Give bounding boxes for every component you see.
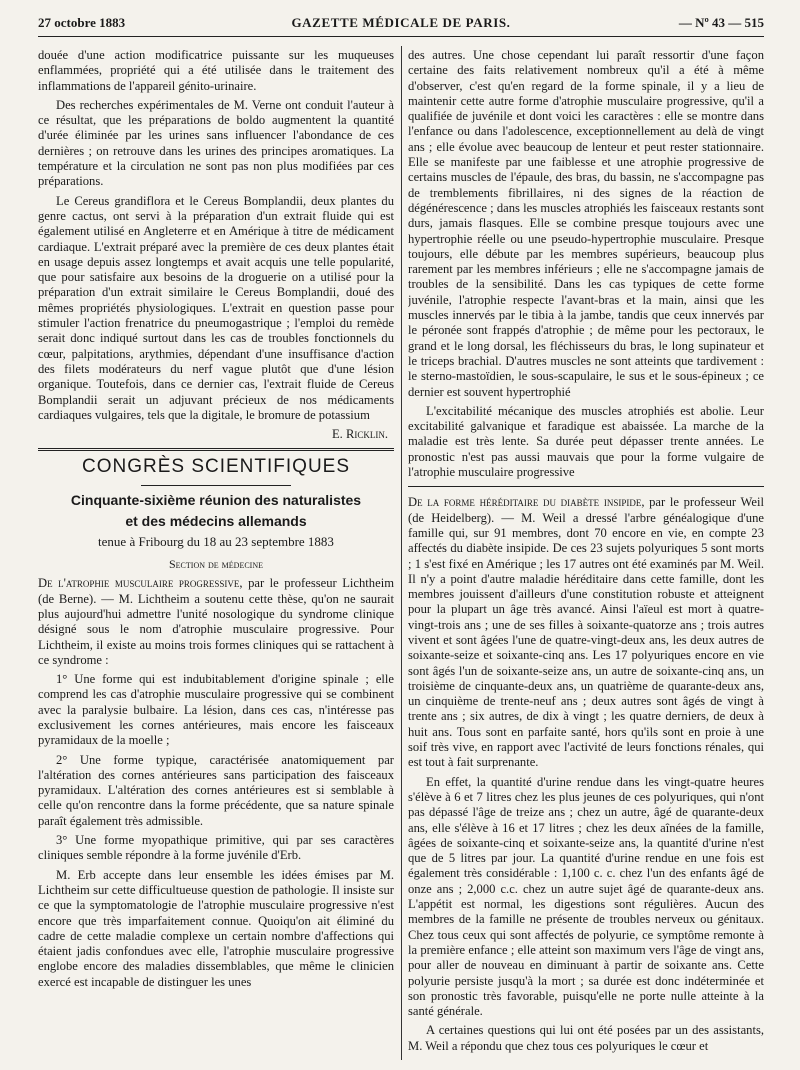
- section-heading: CONGRÈS SCIENTIFIQUES: [81, 456, 351, 478]
- divider: [38, 448, 394, 451]
- article-text: par le professeur Weil (de Heidelberg). — M. Weil a dressé l'arbre généalogique d'une famille qui, sur 91 membres, dont 70 encore en vie, en compte 23 affectés du diabète insipide. De ces 23 sujets polyuriques 5 sont morts ; 1 s'est fixé en Amérique ; les 17 autres ont été examinés par M. Weil. Il n'y a point d'autre maladie héréditaire dans cette famille, dont les membres jouissent d'ailleurs d'une constitution robuste et atteignent pour la plupart un âge très avancé. Ainsi l'aïeul est mort à quatre-vingt-trois ans ; une de ses filles à soixante-quatorze ans ; trois autres vivent et sont âgées l'une de quatre-vingt-deux ans, les deux autres de soixante-seize et soixante-cinq ans. Les 17 polyuriques encore en vie sont âgés l'un de soixante-seize ans, un autre de soixante-cinq ans, un troisième de cinquante-deux ans, un quatrième de quarante-deux ans, un cinquième de trente-neuf ans ; deux autres sont âgés de vingt à trente ans ; six autres, de dix à vingt ; les quatre derniers, de deux à huit ans. Tous sont en parfaite santé, hors qu'ils sont en proie à une soif très vive, en rapport avec l'activité de leurs fonctions rénales, qui est tout à fait surprenante.: [408, 495, 764, 770]
- article-paragraph: [408, 495, 764, 770]
- list-item: 3° Une forme myopathique primitive, qui par ses caractères cliniques semble répondre à la forme juvénile d'Erb.: [38, 833, 394, 863]
- issue-date: 27 octobre 1883: [38, 15, 126, 30]
- meeting-dates: tenue à Fribourg du 18 au 23 septembre 1883: [98, 533, 334, 549]
- author-signature: E. Ricklin.: [331, 427, 388, 442]
- paragraph: Des recherches expérimentales de M. Verne ont conduit l'auteur à ce résultat, que les préparations de boldo augmentent la quantité d'urée éliminée par les urines sans influencer l'abondance de ces dernières ; on retrouve dans les urines des principes aromatiques. La température et la circulation ne sont pas non plus modifiées par ces préparations.: [38, 97, 394, 189]
- journal-title: GAZETTE MÉDICALE DE PARIS.: [291, 15, 511, 30]
- list-item: 2° Une forme typique, caractérisée anatomiquement par l'altération des cornes antérieures sans participation des faisceaux pyramidaux. L'altération des cornes antérieures est si semblable à celle qu'on rencontre dans la forme précédente, que sa nature spinale paraît également très admissible.: [38, 752, 394, 828]
- right-column: [408, 48, 764, 1064]
- paragraph: douée d'une action modificatrice puissante sur les muqueuses enflammées, propriété qui a été utilisée dans le traitement des inflammations de l'appareil génito-urinaire.: [38, 48, 394, 93]
- paragraph: Le Cereus grandiflora et le Cereus Bomplandii, deux plantes du genre cactus, ont servi à la préparation d'un extrait fluide qui est également utilisé en Angleterre et en Amérique à titre de médicament cardiaque. L'extrait préparé avec la première de ces deux plantes était en usage depuis assez longtemps et avait acquis une telle popularité, que pour satisfaire aux besoins de la droguerie on a utilisé pour la préparation d'un extrait similaire le Cereus Bomplandii, doué des mêmes propriétés physiologiques. L'extrait en question passe pour stimuler l'action frenatrice du pneumogastrique ; l'emploi du remède serait donc indiqué surtout dans les cas de troubles fonctionnels du cœur, palpitations, arythmies, dépendant d'une insuffisance d'action des filets modérateurs du nerf vague plutôt que d'une lésion organique. Toutefois, dans ce dernier cas, l'extrait fluide de Cereus Bomplandii serait un adjuvant précieux de nos médicaments cardiaques vulgaires, tels que la digitale, le bromure de potassium: [38, 193, 394, 422]
- paragraph: En effet, la quantité d'urine rendue dans les vingt-quatre heures s'élève à 6 et 7 litres chez les plus jeunes de ces polyuriques, qui n'ont pas dépassé l'âge de treize ans ; chez un autre, âgé de quarante-deux ans, elle s'élève à 16 et 17 litres ; chez les deux aînées de la famille, âgées de soixante-cinq et soixante-seize ans, la quantité d'urine n'est que de 5 litres par jour. La quantité d'urine rendue en une fois est également très considérable : 1,100 c. c. chez l'un des enfants âgé de onze ans ; 2,000 c.c. chez un autre sujet âgé de quarante-deux ans. L'appétit est normal, les digestions sont régulières. Aucun des membres de la famille ne présente de troubles nerveux ou génitaux. Chez tous ceux qui sont affectés de polyurie, ce symptôme remonte à la première enfance ; elle atteint son maximum vers l'âge de vingt ans, pour aller de nouveau en diminuant à partir de soixante ans. Cette polyurie persiste jusqu'à la mort ; sa durée est donc indéterminée et son pronostic très favorable, puisqu'elle ne porte nulle atteinte à la santé générale.: [408, 774, 764, 1019]
- article-title: De la forme héréditaire du diabète insipide,: [408, 495, 645, 510]
- meeting-title-line1: Cinquante-sixième réunion des naturalistes: [70, 491, 362, 508]
- running-header: [38, 10, 764, 37]
- article-title: De l'atrophie musculaire progressive,: [38, 576, 243, 591]
- subsection-heading: Section de médecine: [169, 557, 263, 572]
- paragraph: A certaines questions qui lui ont été posées par un des assistants, M. Weil a répondu que chez tous ces polyuriques le cœur et: [408, 1023, 764, 1053]
- meeting-title-line2: et des médecins allemands: [125, 512, 307, 529]
- divider: [141, 485, 291, 486]
- divider: [408, 486, 764, 487]
- list-item: 1° Une forme qui est indubitablement d'origine spinale ; elle comprend les cas d'atrophie musculaire progressive qui se combinent avec la paralysie bulbaire. La lésion, dans ces cas, n'intéresse pas exclusivement les cornes antérieures, mais encore les faisceaux pyramidaux de la moelle ;: [38, 672, 394, 748]
- article-paragraph: [38, 576, 394, 668]
- issue-page-number: — Nº 43 — 515: [678, 15, 764, 30]
- column-divider: [401, 46, 402, 1060]
- article-text: par le professeur Lichtheim (de Berne). — M. Lichtheim a soutenu cette thèse, qu'on ne saurait plus aujourd'hui admettre l'unité nosologique du syndrome clinique désigné sous le nom d'atrophie musculaire progressive. Pour Lichtheim, il existe au moins trois formes cliniques qui se rattachent à ce syndrome :: [38, 576, 394, 667]
- left-column: [38, 48, 394, 1064]
- paragraph: L'excitabilité mécanique des muscles atrophiés est abolie. Leur excitabilité galvanique et faradique est abaissée. La marche de la maladie est très lente. Sa durée peut dépasser trente années. Le pronostic n'est pas aussi mauvais que pour la forme vulgaire de l'atrophie musculaire progressive: [408, 403, 764, 480]
- paragraph: des autres. Une chose cependant lui paraît ressortir d'une façon certaine des faits relativement nombreux qu'il a été à même d'observer, c'est qu'en regard de la forme spinale, il y a lieu de maintenir cette autre forme d'atrophie musculaire progressive, qu'il a qualifiée de juvénile et dont voici les caractères : elle se montre dans l'enfance ou dans l'adolescence, exceptionnellement au delà de vingt ans ; elle évolue avec beaucoup de lenteur et peut rester stationnaire. Elle se manifeste par une faiblesse et une atrophie progressive de certains muscles de l'épaule, des bras, du bassin, ne s'accompagne pas de tremblements fibrillaires, ni des signes de la réaction de dégénérescence ; dans les muscles atrophiés les faisceaux restants sont durs, jamais flasques. Elle se combine presque toujours avec une hypertrophie réelle ou une pseudo-hypertrophie musculaire. Presque toujours, elle débute par les membres supérieurs, beaucoup plus rarement par les membres inférieurs ; elle ne s'accompagne jamais de troubles de la sensibilité. Dans les cas typiques de cette forme juvénile, l'atrophie respecte l'avant-bras et la main, ainsi que les muscles innervés par le tibia à la jambe, tandis que ceux innervés par le péronée sont frappés d'atrophie ; de même pour les pectoraux, le grand et le long dorsal, les fléchisseurs du bras, le long supinateur et le triceps brachial. D'autres muscles ne sont atteints que tardivement : le sterno-mastoïdien, le sous-scapulaire, le sus et le sous-épineux ; ce dernier est souvent hypertrophié: [408, 48, 764, 399]
- paragraph: M. Erb accepte dans leur ensemble les idées émises par M. Lichtheim sur cette difficultueuse question de pathologie. Il insiste sur ce que la symptomatologie de l'atrophie musculaire progressive n'est encore que très imparfaitement connue. Quoiqu'on ait éliminé du cadre de cette maladie complexe un certain nombre d'affections qui étaient jadis confondues avec elle, l'atrophie musculaire progressive englobe encore des maladies dissemblables, que même le clinicien exercé est incapable de distinguer les unes: [38, 867, 394, 989]
